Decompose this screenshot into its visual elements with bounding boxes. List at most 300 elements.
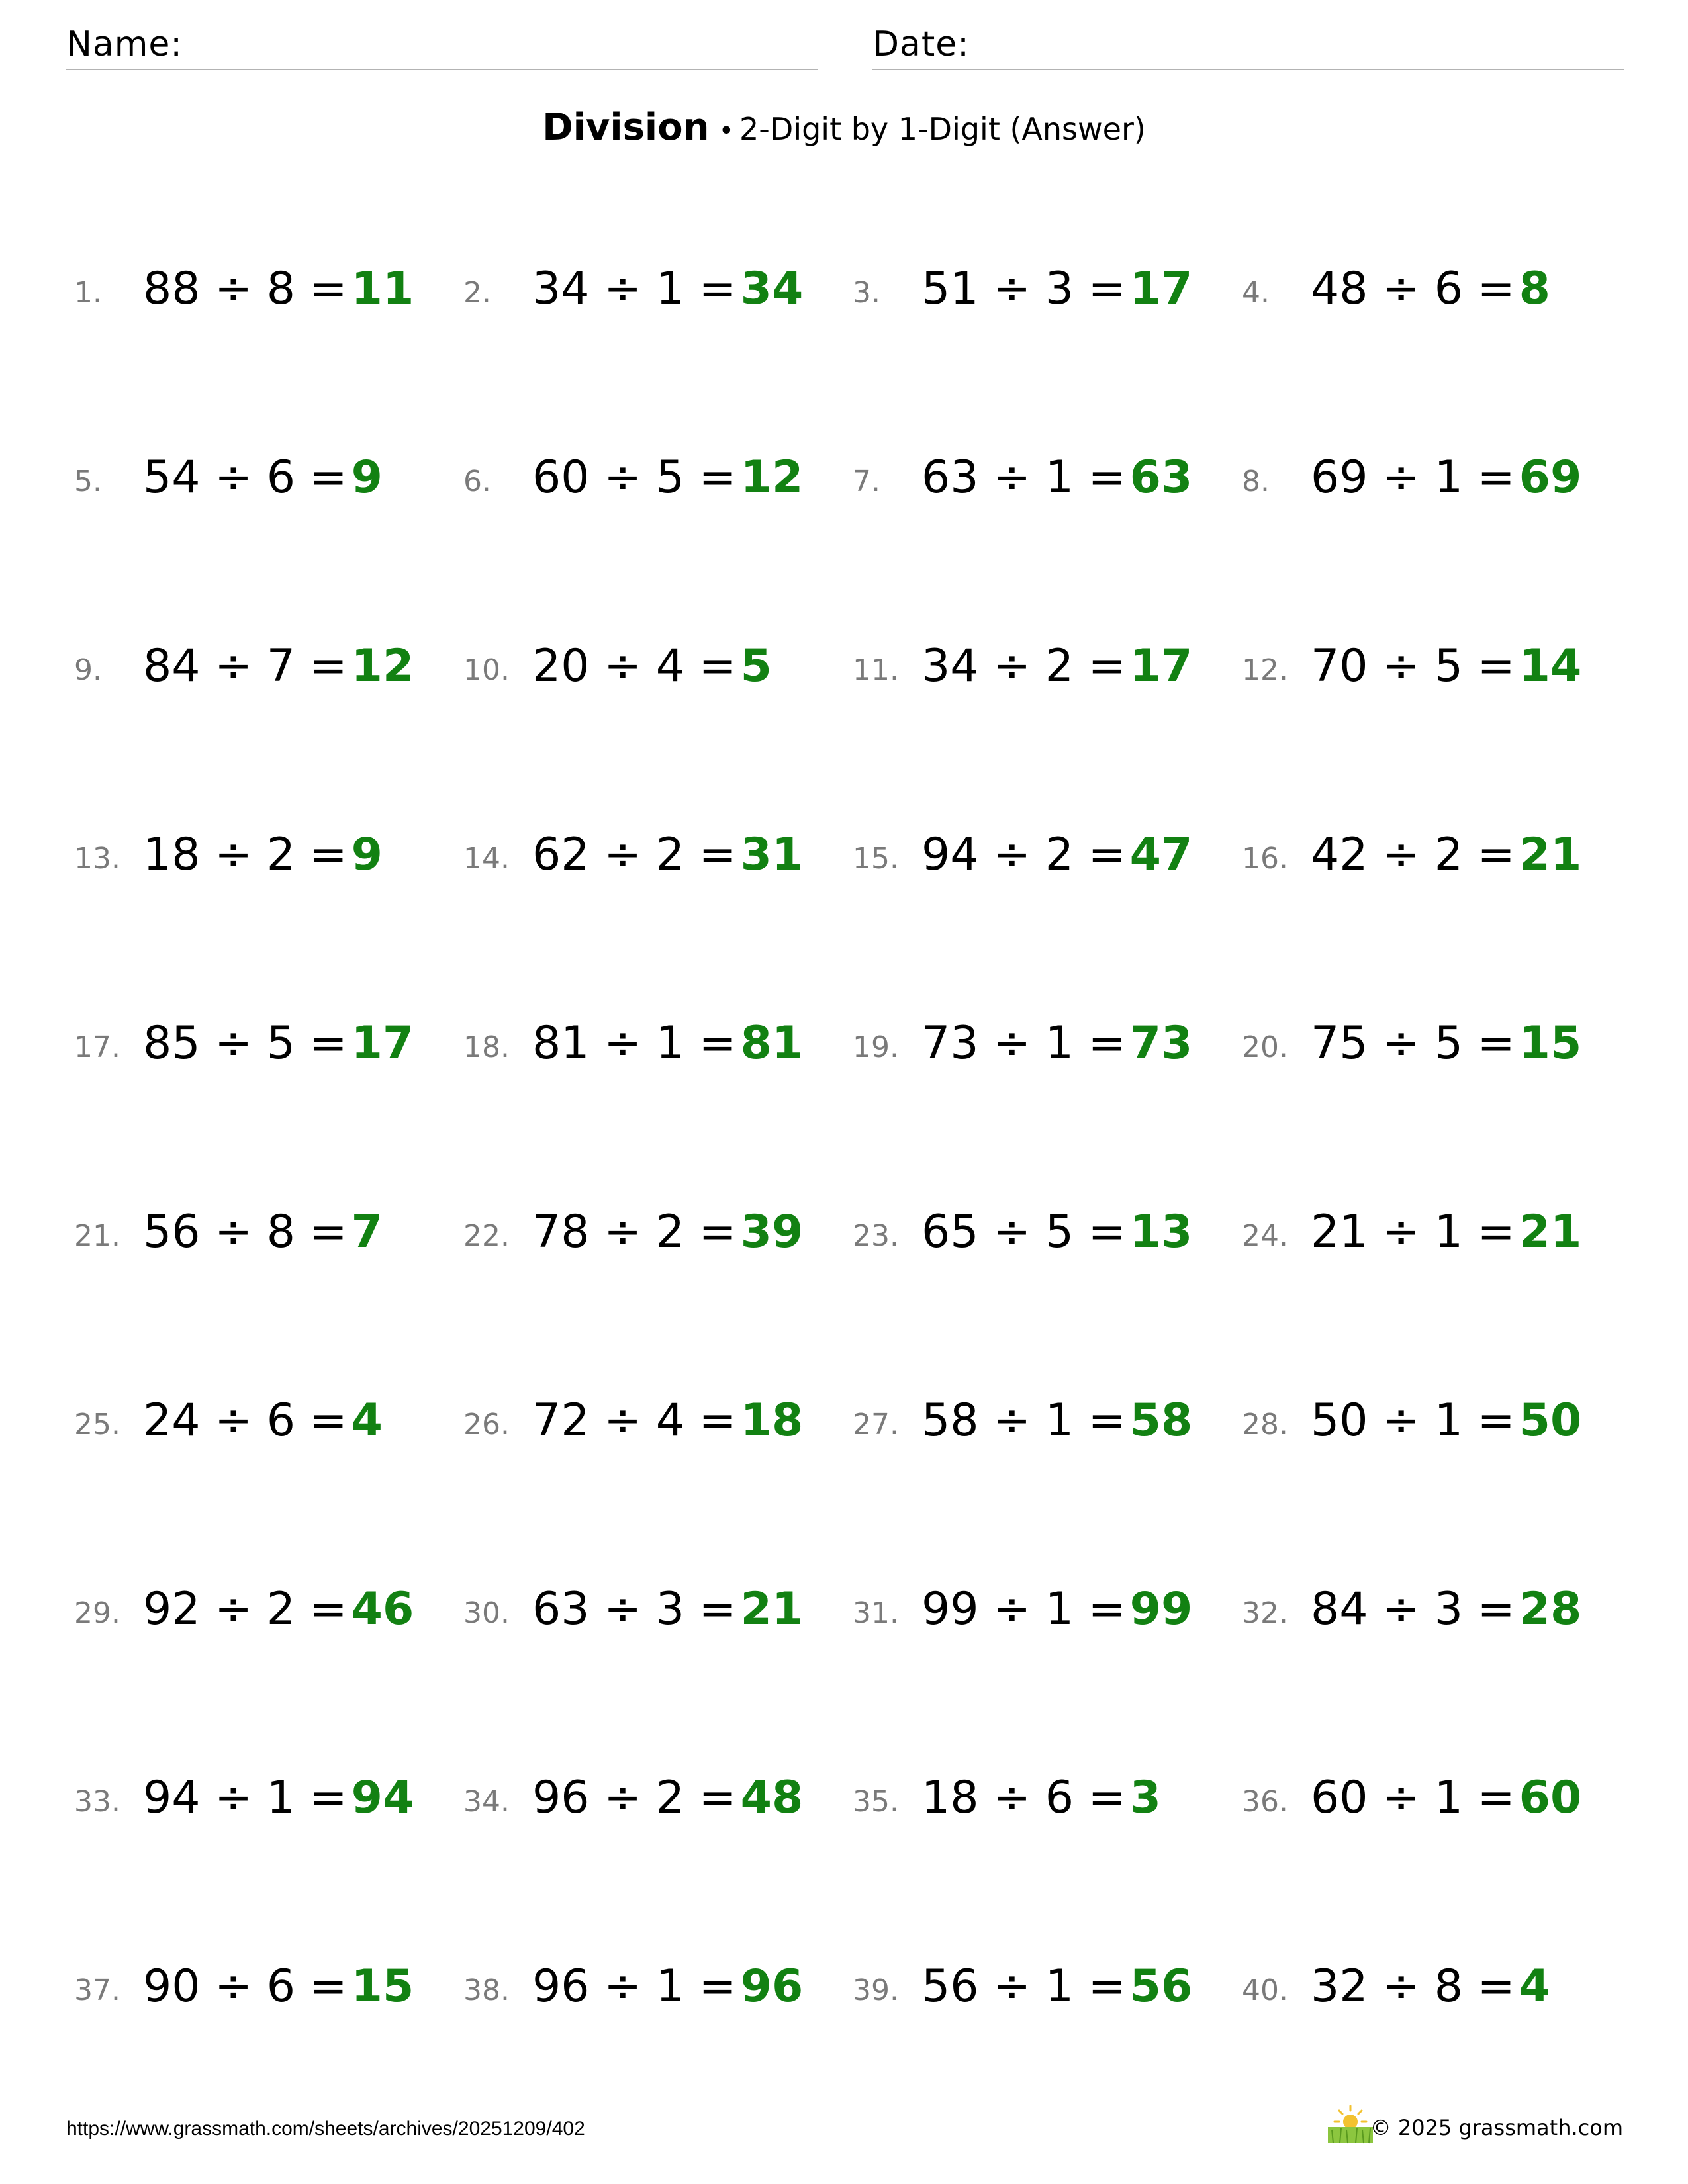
divisor: 2: [1045, 829, 1074, 881]
problem-item: [74, 1201, 445, 1267]
divide-sign: ÷: [993, 1017, 1031, 1069]
problem-item: [463, 1390, 834, 1456]
problem-expression: [921, 640, 1192, 692]
answer: 47: [1129, 829, 1193, 881]
dividend: 21: [1311, 1206, 1368, 1258]
problem-item: [463, 1767, 834, 1833]
problem-number: 2.: [463, 276, 491, 310]
divisor: 1: [1434, 451, 1464, 504]
divisor: 2: [655, 1772, 685, 1824]
name-label: Name:: [66, 24, 183, 64]
problem-expression: [143, 1960, 414, 2013]
divisor: 2: [655, 829, 685, 881]
answer: 12: [740, 451, 804, 504]
problem-number: 15.: [853, 842, 899, 876]
problem-number: 38.: [463, 1974, 510, 2007]
problem-number: 35.: [853, 1785, 899, 1819]
problem-number: 24.: [1242, 1219, 1288, 1253]
problem-expression: [1311, 1394, 1581, 1447]
problem-item: [1242, 1201, 1613, 1267]
equals-sign: =: [1088, 451, 1126, 504]
divisor: 7: [266, 640, 296, 692]
name-field[interactable]: [66, 25, 818, 70]
equals-sign: =: [698, 829, 737, 881]
dividend: 75: [1311, 1017, 1368, 1069]
problem-item: [1242, 1767, 1613, 1833]
problem-expression: [921, 263, 1192, 315]
divisor: 6: [266, 1960, 296, 2013]
answer: 31: [740, 829, 804, 881]
problem-expression: [143, 1206, 383, 1258]
problem-item: [853, 824, 1223, 890]
answer: 21: [740, 1583, 804, 1635]
problem-expression: [532, 829, 803, 881]
problem-item: [1242, 824, 1613, 890]
equals-sign: =: [1088, 1960, 1126, 2013]
answer: 81: [740, 1017, 804, 1069]
problem-item: [1242, 1956, 1613, 2022]
equals-sign: =: [698, 1206, 737, 1258]
dividend: 96: [532, 1772, 590, 1824]
problem-expression: [921, 1206, 1192, 1258]
problem-number: 33.: [74, 1785, 120, 1819]
equals-sign: =: [698, 1772, 737, 1824]
dividend: 32: [1311, 1960, 1368, 2013]
equals-sign: =: [1477, 451, 1515, 504]
dividend: 18: [921, 1772, 979, 1824]
divisor: 6: [266, 1394, 296, 1447]
answer: 50: [1519, 1394, 1582, 1447]
dividend: 56: [921, 1960, 979, 2013]
answer: 9: [351, 829, 383, 881]
problem-item: [853, 1390, 1223, 1456]
answer: 17: [1129, 640, 1193, 692]
problem-item: [463, 1956, 834, 2022]
problem-number: 26.: [463, 1408, 510, 1441]
problem-item: [1242, 1013, 1613, 1079]
problem-number: 4.: [1242, 276, 1270, 310]
dividend: 65: [921, 1206, 979, 1258]
divide-sign: ÷: [604, 640, 642, 692]
divisor: 1: [655, 1017, 685, 1069]
answer: 21: [1519, 829, 1582, 881]
answer: 13: [1129, 1206, 1193, 1258]
answer: 46: [351, 1583, 414, 1635]
answer: 48: [740, 1772, 804, 1824]
dividend: 20: [532, 640, 590, 692]
equals-sign: =: [309, 451, 348, 504]
answer: 63: [1129, 451, 1193, 504]
divisor: 2: [655, 1206, 685, 1258]
problem-expression: [1311, 451, 1581, 504]
answer: 60: [1519, 1772, 1582, 1824]
divisor: 1: [1045, 1583, 1074, 1635]
divide-sign: ÷: [214, 829, 253, 881]
title-main: Division: [542, 106, 710, 149]
problem-expression: [921, 1772, 1161, 1824]
problem-number: 11.: [853, 653, 899, 687]
problem-item: [853, 1013, 1223, 1079]
dividend: 34: [921, 640, 979, 692]
divisor: 5: [1045, 1206, 1074, 1258]
title-subtitle: 2-Digit by 1-Digit (Answer): [739, 111, 1146, 147]
date-field[interactable]: [872, 25, 1624, 70]
answer: 17: [351, 1017, 414, 1069]
equals-sign: =: [698, 451, 737, 504]
answer: 56: [1129, 1960, 1193, 2013]
problem-expression: [532, 1206, 803, 1258]
problem-expression: [921, 451, 1192, 504]
equals-sign: =: [698, 640, 737, 692]
answer: 39: [740, 1206, 804, 1258]
divide-sign: ÷: [993, 829, 1031, 881]
divide-sign: ÷: [604, 1960, 642, 2013]
problem-item: [853, 1767, 1223, 1833]
problem-number: 37.: [74, 1974, 120, 2007]
problem-number: 32.: [1242, 1596, 1288, 1630]
divisor: 1: [1434, 1206, 1464, 1258]
problem-number: 23.: [853, 1219, 899, 1253]
equals-sign: =: [309, 829, 348, 881]
divisor: 4: [655, 1394, 685, 1447]
problem-number: 20.: [1242, 1030, 1288, 1064]
problem-number: 18.: [463, 1030, 510, 1064]
problem-item: [853, 447, 1223, 513]
divide-sign: ÷: [993, 1206, 1031, 1258]
divisor: 1: [655, 263, 685, 315]
dividend: 63: [532, 1583, 590, 1635]
problem-item: [74, 824, 445, 890]
dividend: 54: [143, 451, 201, 504]
divide-sign: ÷: [604, 1206, 642, 1258]
divide-sign: ÷: [1382, 1394, 1421, 1447]
equals-sign: =: [1477, 640, 1515, 692]
problem-item: [74, 1956, 445, 2022]
problem-item: [1242, 635, 1613, 702]
divisor: 1: [266, 1772, 296, 1824]
dividend: 72: [532, 1394, 590, 1447]
divide-sign: ÷: [993, 1772, 1031, 1824]
divide-sign: ÷: [604, 451, 642, 504]
problem-item: [853, 1956, 1223, 2022]
dividend: 34: [532, 263, 590, 315]
problem-expression: [143, 1583, 414, 1635]
dividend: 94: [921, 829, 979, 881]
divisor: 1: [1045, 451, 1074, 504]
divisor: 6: [266, 451, 296, 504]
problem-item: [74, 1013, 445, 1079]
problem-expression: [532, 1017, 803, 1069]
divisor: 3: [1434, 1583, 1464, 1635]
divisor: 5: [655, 451, 685, 504]
problem-expression: [921, 1394, 1192, 1447]
problem-number: 21.: [74, 1219, 120, 1253]
answer: 21: [1519, 1206, 1582, 1258]
equals-sign: =: [1088, 1772, 1126, 1824]
dividend: 85: [143, 1017, 201, 1069]
problem-item: [853, 635, 1223, 702]
divide-sign: ÷: [214, 1583, 253, 1635]
problem-item: [853, 1578, 1223, 1645]
problem-item: [1242, 447, 1613, 513]
dividend: 48: [1311, 263, 1368, 315]
problem-expression: [143, 263, 414, 315]
answer: 28: [1519, 1583, 1582, 1635]
dividend: 81: [532, 1017, 590, 1069]
equals-sign: =: [698, 263, 737, 315]
divisor: 5: [1434, 1017, 1464, 1069]
dividend: 73: [921, 1017, 979, 1069]
problem-item: [74, 1767, 445, 1833]
answer: 14: [1519, 640, 1582, 692]
problem-number: 17.: [74, 1030, 120, 1064]
dividend: 18: [143, 829, 201, 881]
answer: 15: [1519, 1017, 1582, 1069]
problem-expression: [921, 1960, 1192, 2013]
equals-sign: =: [1088, 1394, 1126, 1447]
problem-item: [74, 1390, 445, 1456]
dividend: 84: [1311, 1583, 1368, 1635]
equals-sign: =: [1088, 263, 1126, 315]
problem-item: [463, 258, 834, 324]
equals-sign: =: [698, 1017, 737, 1069]
divisor: 2: [266, 1583, 296, 1635]
problem-number: 39.: [853, 1974, 899, 2007]
problem-item: [1242, 258, 1613, 324]
divide-sign: ÷: [214, 640, 253, 692]
divide-sign: ÷: [993, 451, 1031, 504]
footer-url[interactable]: https://www.grassmath.com/sheets/archives/20251209/402: [66, 2118, 585, 2140]
divide-sign: ÷: [1382, 263, 1421, 315]
divide-sign: ÷: [993, 1960, 1031, 2013]
divisor: 1: [1434, 1394, 1464, 1447]
answer: 99: [1129, 1583, 1193, 1635]
problem-number: 34.: [463, 1785, 510, 1819]
divisor: 1: [1045, 1017, 1074, 1069]
equals-sign: =: [309, 640, 348, 692]
divide-sign: ÷: [604, 1772, 642, 1824]
answer: 4: [351, 1394, 383, 1447]
divisor: 5: [266, 1017, 296, 1069]
problem-number: 31.: [853, 1596, 899, 1630]
answer: 58: [1129, 1394, 1193, 1447]
dividend: 84: [143, 640, 201, 692]
problem-expression: [921, 829, 1192, 881]
problem-expression: [1311, 1206, 1581, 1258]
divide-sign: ÷: [1382, 1583, 1421, 1635]
divide-sign: ÷: [604, 263, 642, 315]
problem-item: [853, 258, 1223, 324]
divide-sign: ÷: [1382, 1960, 1421, 2013]
title-bullet: •: [718, 116, 735, 146]
dividend: 69: [1311, 451, 1368, 504]
problem-item: [74, 258, 445, 324]
divide-sign: ÷: [214, 263, 253, 315]
problem-number: 8.: [1242, 465, 1270, 498]
equals-sign: =: [309, 263, 348, 315]
problem-expression: [1311, 1772, 1581, 1824]
answer: 4: [1519, 1960, 1550, 2013]
divide-sign: ÷: [1382, 829, 1421, 881]
divisor: 1: [1434, 1772, 1464, 1824]
footer-copyright: © 2025 grassmath.com: [1370, 2115, 1623, 2140]
divide-sign: ÷: [1382, 1017, 1421, 1069]
problem-item: [463, 1013, 834, 1079]
dividend: 78: [532, 1206, 590, 1258]
dividend: 99: [921, 1583, 979, 1635]
problem-expression: [1311, 640, 1581, 692]
equals-sign: =: [1477, 829, 1515, 881]
problem-number: 36.: [1242, 1785, 1288, 1819]
equals-sign: =: [1477, 263, 1515, 315]
divisor: 8: [266, 1206, 296, 1258]
problem-number: 25.: [74, 1408, 120, 1441]
problem-item: [74, 447, 445, 513]
divide-sign: ÷: [1382, 451, 1421, 504]
equals-sign: =: [1477, 1772, 1515, 1824]
divide-sign: ÷: [604, 1583, 642, 1635]
problem-item: [74, 635, 445, 702]
equals-sign: =: [309, 1960, 348, 2013]
dividend: 56: [143, 1206, 201, 1258]
equals-sign: =: [1088, 1017, 1126, 1069]
dividend: 58: [921, 1394, 979, 1447]
divisor: 3: [1045, 263, 1074, 315]
problem-expression: [1311, 1960, 1550, 2013]
problem-number: 13.: [74, 842, 120, 876]
problem-expression: [143, 1772, 414, 1824]
problem-number: 7.: [853, 465, 880, 498]
equals-sign: =: [309, 1583, 348, 1635]
divisor: 2: [1045, 640, 1074, 692]
answer: 12: [351, 640, 414, 692]
equals-sign: =: [1088, 829, 1126, 881]
problem-item: [463, 635, 834, 702]
divide-sign: ÷: [1382, 1206, 1421, 1258]
divisor: 3: [655, 1583, 685, 1635]
problem-number: 19.: [853, 1030, 899, 1064]
problem-number: 3.: [853, 276, 880, 310]
divisor: 2: [1434, 829, 1464, 881]
divide-sign: ÷: [214, 1206, 253, 1258]
divide-sign: ÷: [214, 1017, 253, 1069]
divisor: 4: [655, 640, 685, 692]
dividend: 50: [1311, 1394, 1368, 1447]
divisor: 8: [1434, 1960, 1464, 2013]
problem-expression: [921, 1583, 1192, 1635]
problem-item: [853, 1201, 1223, 1267]
problem-expression: [532, 1772, 803, 1824]
answer: 7: [351, 1206, 383, 1258]
divide-sign: ÷: [1382, 1772, 1421, 1824]
equals-sign: =: [1477, 1394, 1515, 1447]
worksheet-title: [0, 106, 1688, 149]
equals-sign: =: [1088, 1583, 1126, 1635]
problem-expression: [143, 829, 383, 881]
problem-expression: [1311, 263, 1550, 315]
divisor: 2: [266, 829, 296, 881]
problem-number: 1.: [74, 276, 102, 310]
dividend: 92: [143, 1583, 201, 1635]
problem-expression: [532, 263, 803, 315]
problem-number: 27.: [853, 1408, 899, 1441]
problem-number: 14.: [463, 842, 510, 876]
dividend: 42: [1311, 829, 1368, 881]
equals-sign: =: [309, 1017, 348, 1069]
equals-sign: =: [1477, 1206, 1515, 1258]
answer: 15: [351, 1960, 414, 2013]
problem-number: 6.: [463, 465, 491, 498]
answer: 96: [740, 1960, 804, 2013]
equals-sign: =: [1477, 1583, 1515, 1635]
problem-number: 40.: [1242, 1974, 1288, 2007]
equals-sign: =: [698, 1583, 737, 1635]
equals-sign: =: [1088, 640, 1126, 692]
divide-sign: ÷: [604, 829, 642, 881]
dividend: 90: [143, 1960, 201, 2013]
problem-expression: [143, 1394, 383, 1447]
divisor: 8: [266, 263, 296, 315]
problem-number: 9.: [74, 653, 102, 687]
problem-expression: [1311, 1583, 1581, 1635]
problem-expression: [532, 640, 772, 692]
divisor: 1: [655, 1960, 685, 2013]
answer: 69: [1519, 451, 1582, 504]
problem-expression: [532, 1960, 803, 2013]
problem-number: 10.: [463, 653, 510, 687]
equals-sign: =: [698, 1960, 737, 2013]
problem-expression: [532, 451, 803, 504]
divisor: 6: [1045, 1772, 1074, 1824]
answer: 73: [1129, 1017, 1193, 1069]
equals-sign: =: [1477, 1960, 1515, 2013]
problem-item: [1242, 1390, 1613, 1456]
answer: 3: [1129, 1772, 1161, 1824]
problem-number: 16.: [1242, 842, 1288, 876]
grass-sun-logo-icon: [1325, 2102, 1376, 2146]
dividend: 94: [143, 1772, 201, 1824]
problem-item: [1242, 1578, 1613, 1645]
problem-item: [463, 1201, 834, 1267]
divide-sign: ÷: [993, 1394, 1031, 1447]
problem-expression: [921, 1017, 1192, 1069]
divide-sign: ÷: [214, 1960, 253, 2013]
equals-sign: =: [309, 1394, 348, 1447]
dividend: 96: [532, 1960, 590, 2013]
divide-sign: ÷: [214, 451, 253, 504]
dividend: 63: [921, 451, 979, 504]
problem-item: [463, 824, 834, 890]
equals-sign: =: [1477, 1017, 1515, 1069]
problem-number: 12.: [1242, 653, 1288, 687]
problem-item: [463, 1578, 834, 1645]
dividend: 62: [532, 829, 590, 881]
problem-number: 30.: [463, 1596, 510, 1630]
problem-number: 5.: [74, 465, 102, 498]
equals-sign: =: [309, 1772, 348, 1824]
answer: 17: [1129, 263, 1193, 315]
answer: 9: [351, 451, 383, 504]
answer: 18: [740, 1394, 804, 1447]
divisor: 6: [1434, 263, 1464, 315]
equals-sign: =: [309, 1206, 348, 1258]
dividend: 88: [143, 263, 201, 315]
problem-expression: [143, 640, 414, 692]
dividend: 51: [921, 263, 979, 315]
divide-sign: ÷: [604, 1017, 642, 1069]
problem-grid: [74, 258, 1650, 2177]
divide-sign: ÷: [993, 263, 1031, 315]
